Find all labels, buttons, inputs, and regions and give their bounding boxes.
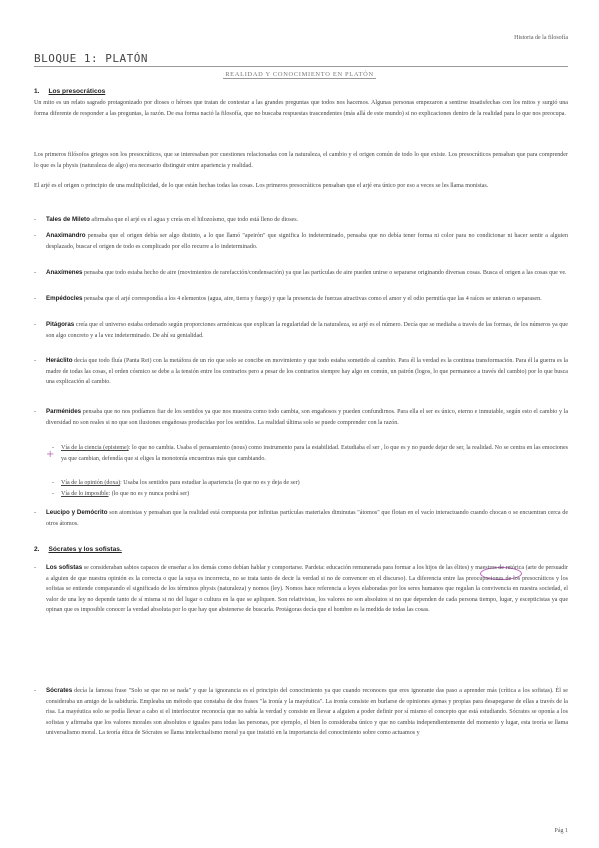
list-item-sofistas: - Los sofistas se consideraban sabios capaces de enseñar a los demás como debían hablar y comportarse. Pardeia: educación remunerada para formar a los hijos de las élites) y maestros de retórica (arte de persuadir a alguien de que nuestra opinión es la correcta o que la suya es incorrecta, no se trata tanto de decir la verdad si no de convencer en el discurso). La diferencia entre las preocupaciones de los presocráticos y los sofistas se entiende comparando el significado de los términos physis (naturaleza) y nomos (ley). Nomos hace referencia a leyes elaboradas por los seres humanos que regulan la convivencia en nuestra sociedad, el valor de una ley no depende tanto de sí misma si no del lugar o cultura en la que se apliquen. Son relativistas, los valores no son absolutos si no que dependen de cada persona tiempo, lugar, y escepticistas ya que opinan que es imposible conocer la verdad absoluta por lo que hay que abstenerse de buscarla. Protágoras decía que el hombre es la medida de todas las cosas. xyxy=(34,563,568,616)
list-item-leucipo: - Leucipo y Demócrito son atomistas y pensaban que la realidad está compuesta por infinitas partículas materiales diminutas "átomos" que flotan en el vacío interactuando cuando chocan o se encuentran cerca de otros átomos. xyxy=(34,508,568,529)
list-item-empedocles: - Empédocles pensaba que el arjé correspondía a los 4 elementos (agua, aire, tierra y fuego) y que la presencia de fuerzas atractivas como el amor y el odio permitía que las 4 raíces se unieran o separasen. xyxy=(34,294,568,305)
list-item-parmenides: - Parménides pensaba que no nos podíamos fiar de los sentidos ya que nos muestra como todo cambia, son engañosos y pueden confundirnos. Para ella el ser es único, eterno e inmutable, según esto el cambio y la diversidad no son reales si no que son ilusiones engañosas producidas por los sentidos. La realidad última solo se puede comprender con la razón. xyxy=(34,407,568,428)
section-heading-presocraticos: 1. Los presocráticos xyxy=(34,88,106,95)
list-item-anaximenes: - Anaxímenes pensaba que todo estaba hecho de aire (movimientos de rarefacción/condensación) ya que las partículas de aire pueden unirse o separarse originando diversas cosas. Busca el origen a las cosas que ve. xyxy=(34,268,568,279)
handwritten-plus-mark: + xyxy=(46,449,55,460)
list-item-heraclito: - Heráclito decía que todo fluía (Panta Rei) con la metáfora de un río que solo se concibe en movimiento y que todo estaba sometido al cambio. Para él la verdad es la continua transformación. Para él la guerra es la madre de todas las cosas, el orden cósmico se debe a la tensión entre los contrarios pero a pesar de los contrarios siempre hay algo en común, un patrón (logos, lo que permanece a través del cambio) por lo que busca una explicación al cambio. xyxy=(34,356,568,388)
title-divider xyxy=(34,66,568,67)
running-header: Historia de la filosofía xyxy=(514,35,568,41)
intro-paragraph-3: El arjé es el origen o principio de una multiplicidad, de lo que están hechas todas las cosas. Los primeros presocráticos pensaban que el arjé era único por eso a veces se les llama monistas. xyxy=(34,183,489,189)
intro-paragraph-1: Un mito es un relato sagrado protagonizado por dioses o héroes que tratan de contestar a las grandes preguntas que todos nos hacemos. Algunas personas empezaron a sentirse insatisfechas con los mitos y surgió una forma diferente de responder a las preguntas, la razón. De esa forma nació la filosofía, que no buscaba respuestas trascendentes (más allá de este mundo) si no explicaciones dentro de la realidad para lo que nos preocupa. xyxy=(34,100,568,117)
list-item-tales: - Tales de Mileto afirmaba que el arjé es el agua y creía en el hilozoísmo, que todo está lleno de dioses. xyxy=(34,215,568,226)
section-heading-socrates: 2. Sócrates y los sofistas. xyxy=(34,546,122,553)
list-item-via-ciencia: - Vía de la ciencia (episteme): lo que no cambia. Usaba el pensamiento (nous) como instrumento para la estabilidad. Estudiaba el ser , lo que es y no puede dejar de ser, la realidad. No se centra en las emociones ya que cambian, defendía que si eliges la monotonía encuentras más que cambiando. xyxy=(52,443,568,464)
page-subtitle: REALIDAD Y CONOCIMIENTO EN PLATÓN xyxy=(225,71,374,78)
page-title: BLOQUE 1: PLATÓN xyxy=(34,52,148,65)
list-item-socrates: - Sócrates decía la famosa frase "Solo se que no se nada" y que la ignorancia es el principio del conocimiento ya que cuando reconoces que eres ignorante das paso a aprender más (crítica a los sofistas). Él se consideraba un amigo de la sabiduría. Empleaba un método que constaba de dos frases "la ironía y la mayéutica". La ironía consiste en burlarse de opiniones ajenas y propias para desapegarse de ellas a través de la risa. La mayéutica solo se podía llevar a cabo si el interlocutor reconocía que no sabía la verdad y consiste en llevar a alguien a poder definir por sí mismo el concepto que está estudiando. Sócrates se oponía a los sofistas y afirmaba que los valores morales son absolutos e iguales para todas las personas, por ejemplo, el bien lo consideraba único y que no cambia independientemente del momento y lugar, esta teoría se llama universalismo moral. La teoría ética de Sócrates se llama intelectualismo moral ya que insistió en la importancia del conocimiento sobre como actuamos y xyxy=(34,686,568,739)
list-item-pitagoras: - Pitágoras creía que el universo estaba ordenado según proporciones armónicas que explican la regularidad de la naturaleza, su arjé es el número. Decía que se mediaba a través de las formas, de los números ya que son algo concreto y a la vez indeterminado. De ahí su genialidad. xyxy=(34,320,568,341)
list-item-via-imposible: - Vía de lo imposible: (lo que no es y nunca podrá ser) xyxy=(52,489,568,500)
intro-paragraph-2: Los primeros filósofos griegos son los presocráticos, que se interesaban por cuestiones relacionadas con la naturaleza, el cambio y el origen común de todo lo que existe. Los presocráticos pensaban que para comprender lo que es la physis (naturaleza de algo) era necesario distinguir entre apariencia y realidad. xyxy=(34,152,568,169)
list-item-anaximandro: - Anaximandro pensaba que el origen debía ser algo distinto, a lo que llamó "apeirón" que significa lo indeterminado, pensaba que no debía tener forma ni color para no condicionar ni hacer sentir a alguien desplazado, buscar el origen de todo es complicado por ello recurre a lo indeterminado. xyxy=(34,231,568,252)
list-item-via-opinion: - Vía de la opinión (doxa): Usaba los sentidos para estudiar la apariencia (lo que no es y deja de ser) xyxy=(52,478,568,489)
page-number: Pág 1 xyxy=(554,828,568,834)
